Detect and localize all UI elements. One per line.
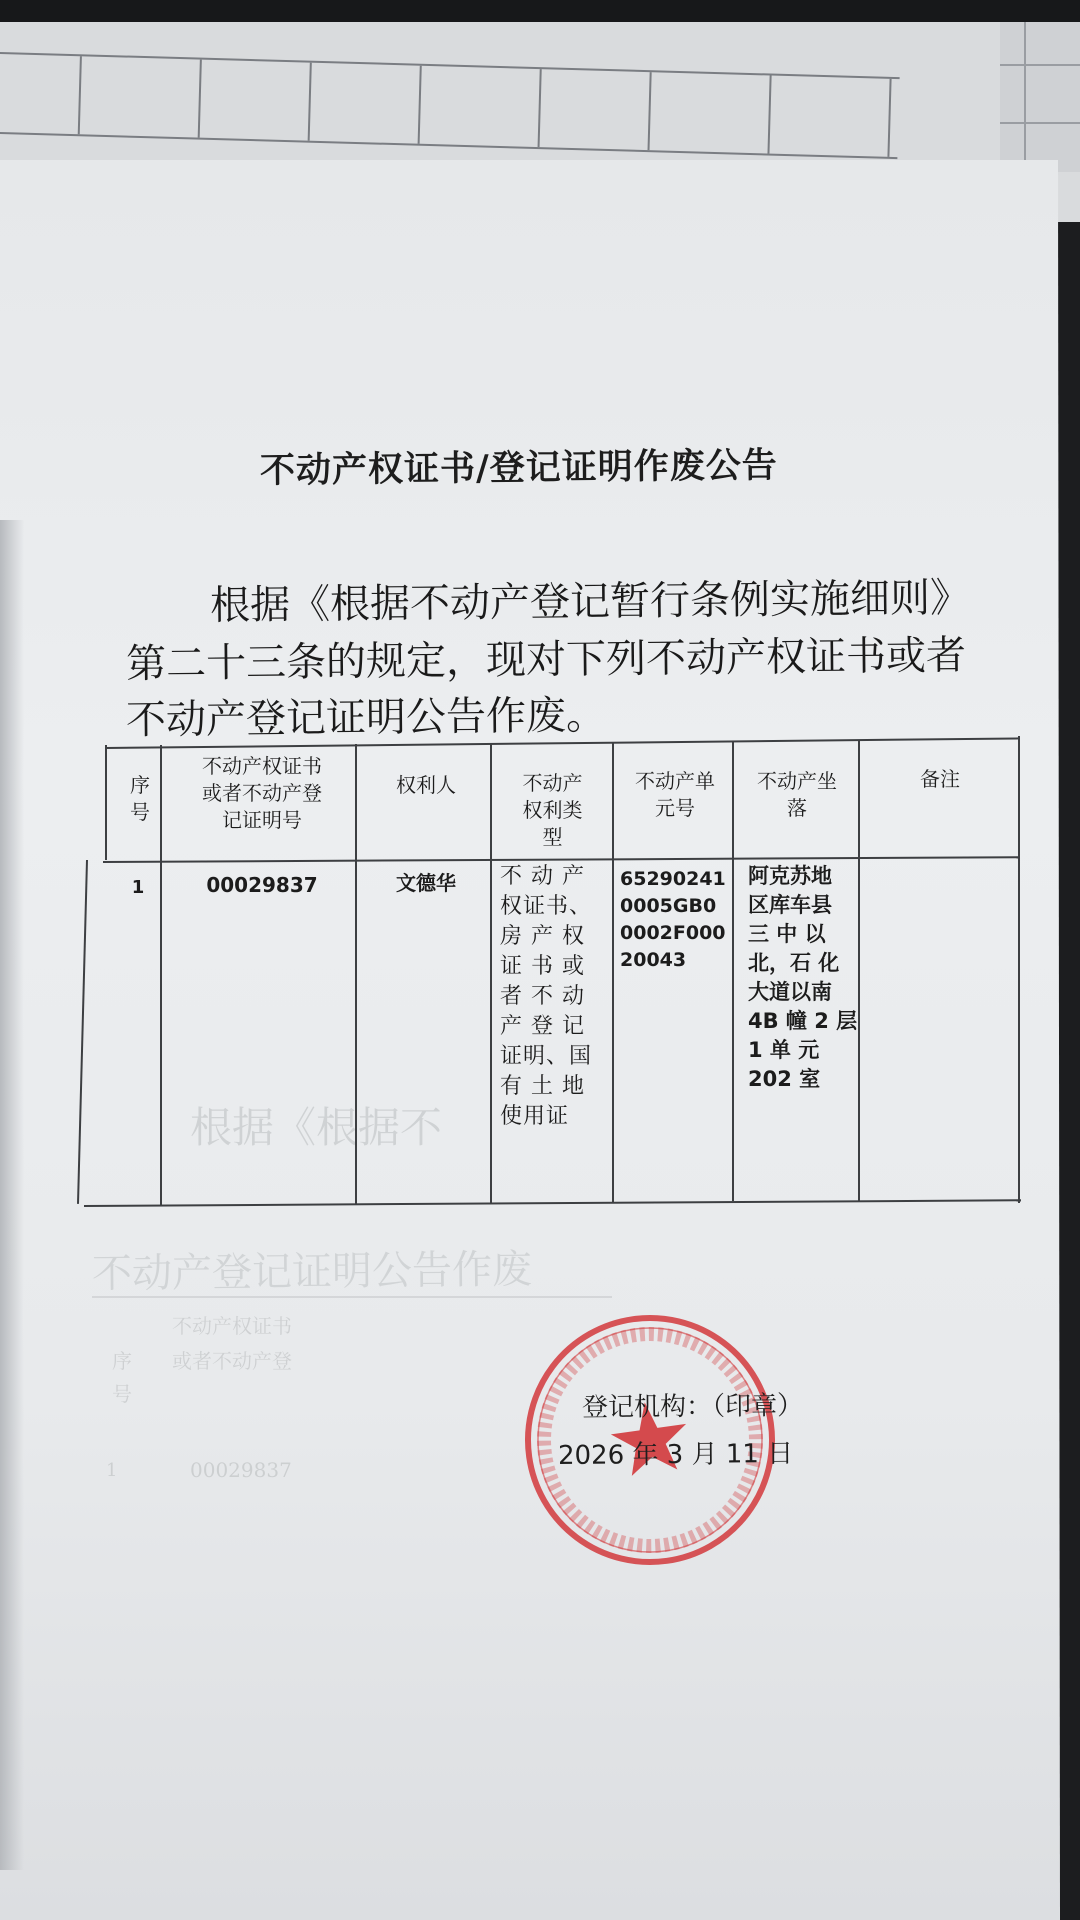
row-unit-no	[620, 866, 730, 974]
header-cert-line: 不动产权证书	[202, 754, 322, 778]
row-type-line: 使用证	[500, 1104, 570, 1129]
bleed-through-text: 00029837	[190, 1458, 292, 1482]
header-note	[870, 766, 1010, 793]
table-border-top	[106, 737, 1020, 749]
row-unit-line: 65290241	[620, 868, 726, 890]
row-type-line: 者 不 动	[500, 984, 585, 1009]
row-type-line: 证明、国	[500, 1044, 593, 1069]
row-location-line: 202 室	[748, 1067, 821, 1091]
header-cert-no	[172, 753, 352, 834]
row-location-line: 三 中 以	[748, 922, 826, 946]
row-type-line: 产 登 记	[500, 1014, 585, 1039]
row-location-line: 1 单 元	[748, 1038, 820, 1062]
signature-date-line: 2026 年 3 月 11 日	[557, 1438, 794, 1472]
header-location-line: 落	[787, 796, 807, 820]
notice-title: 不动产权证书/登记证明作废公告	[259, 444, 779, 492]
row-right-type	[500, 862, 610, 1132]
notice-paragraph-line: 根据《根据不动产登记暂行条例实施细则》	[209, 575, 971, 629]
bleed-through-text: 1	[106, 1460, 118, 1481]
bleed-through-text: 号	[112, 1382, 132, 1406]
row-holder: 文德华	[396, 871, 456, 895]
header-note-line: 备注	[920, 767, 960, 791]
bleed-through-text: 根据《根据不	[190, 1103, 443, 1152]
table-border-left	[77, 860, 88, 1204]
header-seq-line: 号	[130, 800, 150, 824]
header-right-type	[500, 770, 605, 851]
table-border-bottom	[84, 1199, 1021, 1207]
row-location-line: 4B 幢 2 层	[748, 1009, 858, 1033]
header-unit-no	[616, 768, 734, 822]
row-location-line: 大道以南	[748, 980, 832, 1004]
notice-paragraph-line: 不动产登记证明公告作废。	[125, 692, 607, 744]
row-location-line: 北，石 化	[748, 951, 840, 975]
bleed-through-text: 不动产登记证明公告作废	[91, 1246, 533, 1298]
header-type-line: 型	[542, 825, 563, 849]
row-unit-line: 0002F000	[620, 922, 726, 944]
header-type-line: 不动产	[522, 771, 583, 795]
row-seq: 1	[131, 877, 145, 898]
header-location-line: 不动产坐	[757, 769, 837, 793]
notice-paragraph-line: 第二十三条的规定，现对下列不动产权证书或者	[125, 632, 967, 688]
row-unit-line: 20043	[620, 949, 687, 971]
row-type-line: 有 土 地	[500, 1074, 585, 1099]
header-holder	[366, 772, 486, 799]
row-unit-line: 0005GB0	[620, 895, 717, 917]
header-cert-line: 或者不动产登	[202, 781, 322, 805]
bleed-through-text: 不动产权证书	[172, 1314, 292, 1338]
header-unit-line: 不动产单	[635, 769, 715, 793]
row-location-line: 区库车县	[748, 893, 832, 917]
header-holder-line: 权利人	[396, 773, 456, 797]
header-seq-line: 序	[130, 773, 150, 797]
header-seq	[120, 772, 160, 826]
header-unit-line: 元号	[655, 796, 695, 820]
bleed-through-text: 序	[112, 1349, 132, 1373]
row-location	[748, 862, 858, 1094]
table-column-divider	[858, 740, 860, 1202]
bleed-through-text: 或者不动产登	[172, 1349, 292, 1373]
row-type-line: 不 动 产	[500, 864, 585, 889]
table-column-divider	[612, 742, 614, 1202]
table-column-divider	[160, 745, 162, 1205]
signature-org-line: 登记机构：（印章）	[581, 1391, 804, 1423]
table-column-divider	[355, 744, 357, 1205]
table-border-right	[1018, 736, 1020, 1203]
header-cert-line: 记证明号	[222, 808, 302, 832]
header-type-line: 权利类	[522, 798, 583, 822]
table-border-left	[105, 745, 107, 860]
row-type-line: 证 书 或	[500, 954, 585, 979]
row-type-line: 房 产 权	[500, 924, 585, 949]
row-cert-no: 00029837	[206, 873, 318, 897]
header-location	[738, 768, 856, 822]
row-location-line: 阿克苏地	[748, 864, 832, 888]
row-type-line: 权证书、	[500, 894, 593, 919]
table-column-divider	[490, 743, 492, 1203]
